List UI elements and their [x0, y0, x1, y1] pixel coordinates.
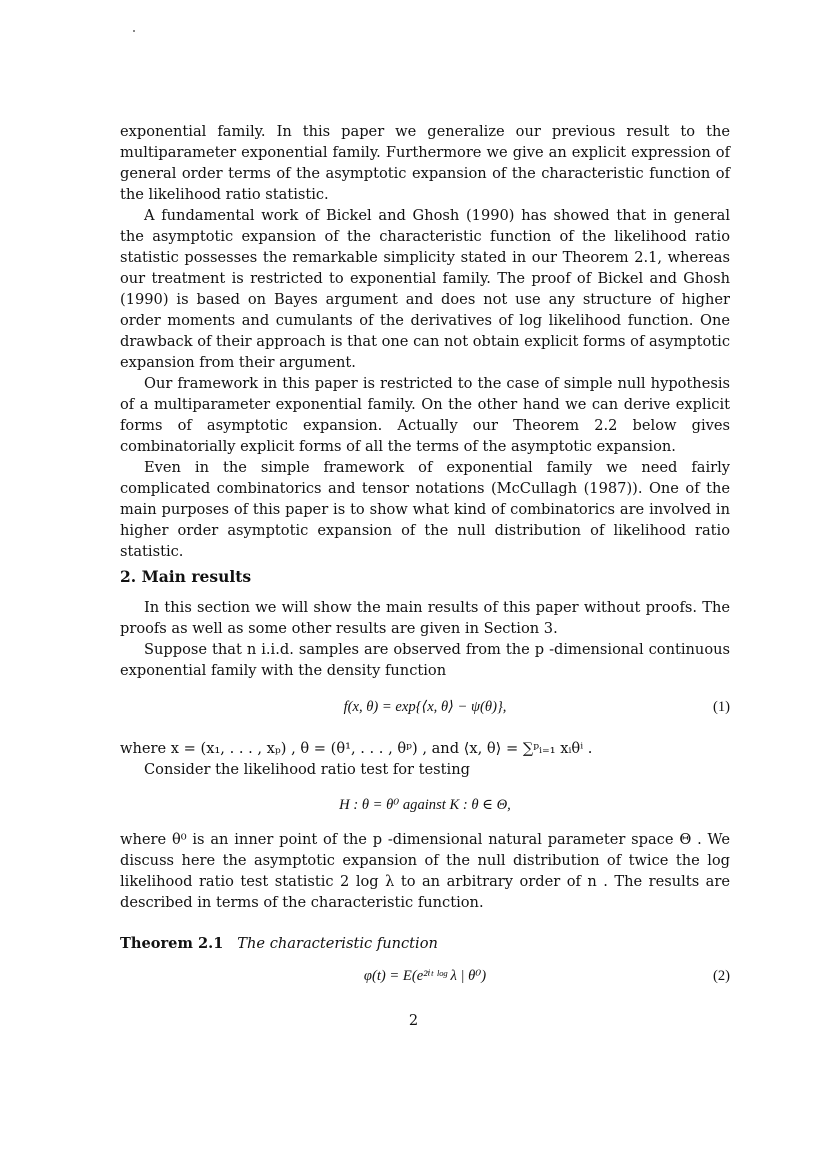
consider-line: Consider the likelihood ratio test for testing	[144, 761, 470, 778]
intro-paragraph-4: Even in the simple framework of exponential family we need fairly complicated combinatorics and tensor notations (McCullagh (1987)). One of the main purposes of this paper is to show what kind of combinatorics are involved in higher order asymptotic expansion of the null distribution of likelihood ratio statistic.	[120, 459, 730, 560]
intro-section	[120, 121, 730, 562]
equation-2-number: (2)	[712, 968, 730, 984]
where-line: where x = (x₁, . . . , xₚ) , θ = (θ¹, . . . , θᵖ) , and ⟨x, θ⟩ = ∑ᵖᵢ₌₁ xᵢθⁱ .	[120, 740, 593, 757]
theorem-statement	[120, 933, 730, 954]
intro-paragraph-3: Our framework in this paper is restricted to the case of simple null hypothesis of a multiparameter exponential family. On the other hand we can derive explicit forms of asymptotic expansion. Actually our Theorem 2.2 below gives combinatorially explicit forms of all the terms of the asymptotic expansion.	[120, 375, 730, 455]
equation-1-number: (1)	[712, 699, 730, 715]
section-heading: 2. Main results	[120, 567, 252, 586]
intro-paragraph-1: exponential family. In this paper we generalize our previous result to the multiparameter exponential family. Furthermore we give an explicit expression of general order terms of the asymptotic expansion of the characteristic function of the likelihood ratio statistic.	[120, 123, 730, 203]
equation-1-body: f(x, θ) = exp{⟨x, θ⟩ − ψ(θ)},	[343, 699, 507, 715]
hypothesis-body: H : θ = θ⁰ against K : θ ∈ Θ,	[339, 797, 511, 813]
scan-speck	[133, 30, 135, 32]
section-paragraph-3: where θ⁰ is an inner point of the p -dimensional natural parameter space Θ . We discuss here the asymptotic expansion of the null distribution of twice the log likelihood ratio test statistic 2 log λ to an arbitrary order of n . The results are described in terms of the characteristic function.	[120, 831, 730, 911]
section-paragraph-3-block	[120, 829, 730, 913]
section-paragraph-2: Suppose that n i.i.d. samples are observed from the p -dimensional continuous exponential family with the density function	[120, 641, 730, 679]
page-number: 2	[408, 1012, 419, 1029]
intro-paragraph-2: A fundamental work of Bickel and Ghosh (1990) has showed that in general the asymptotic expansion of the characteristic function of the likelihood ratio statistic possesses the remarkable simplicity stated in our Theorem 2.1, whereas our treatment is restricted to exponential family. The proof of Bickel and Ghosh (1990) is based on Bayes argument and does not use any structure of higher order moments and cumulants of the derivatives of log likelihood function. One drawback of their approach is that one can not obtain explicit forms of asymptotic expansion from their argument.	[120, 207, 730, 371]
equation-2-body: φ(t) = E(e²ⁱᵗ ˡᵒᵍ λ | θ⁰)	[363, 968, 487, 984]
theorem-label: Theorem 2.1	[120, 935, 224, 952]
section-paragraph-1: In this section we will show the main results of this paper without proofs. The proofs as well as some other results are given in Section 3.	[120, 599, 730, 637]
theorem-text: The characteristic function	[237, 935, 438, 952]
section-body	[120, 597, 730, 681]
